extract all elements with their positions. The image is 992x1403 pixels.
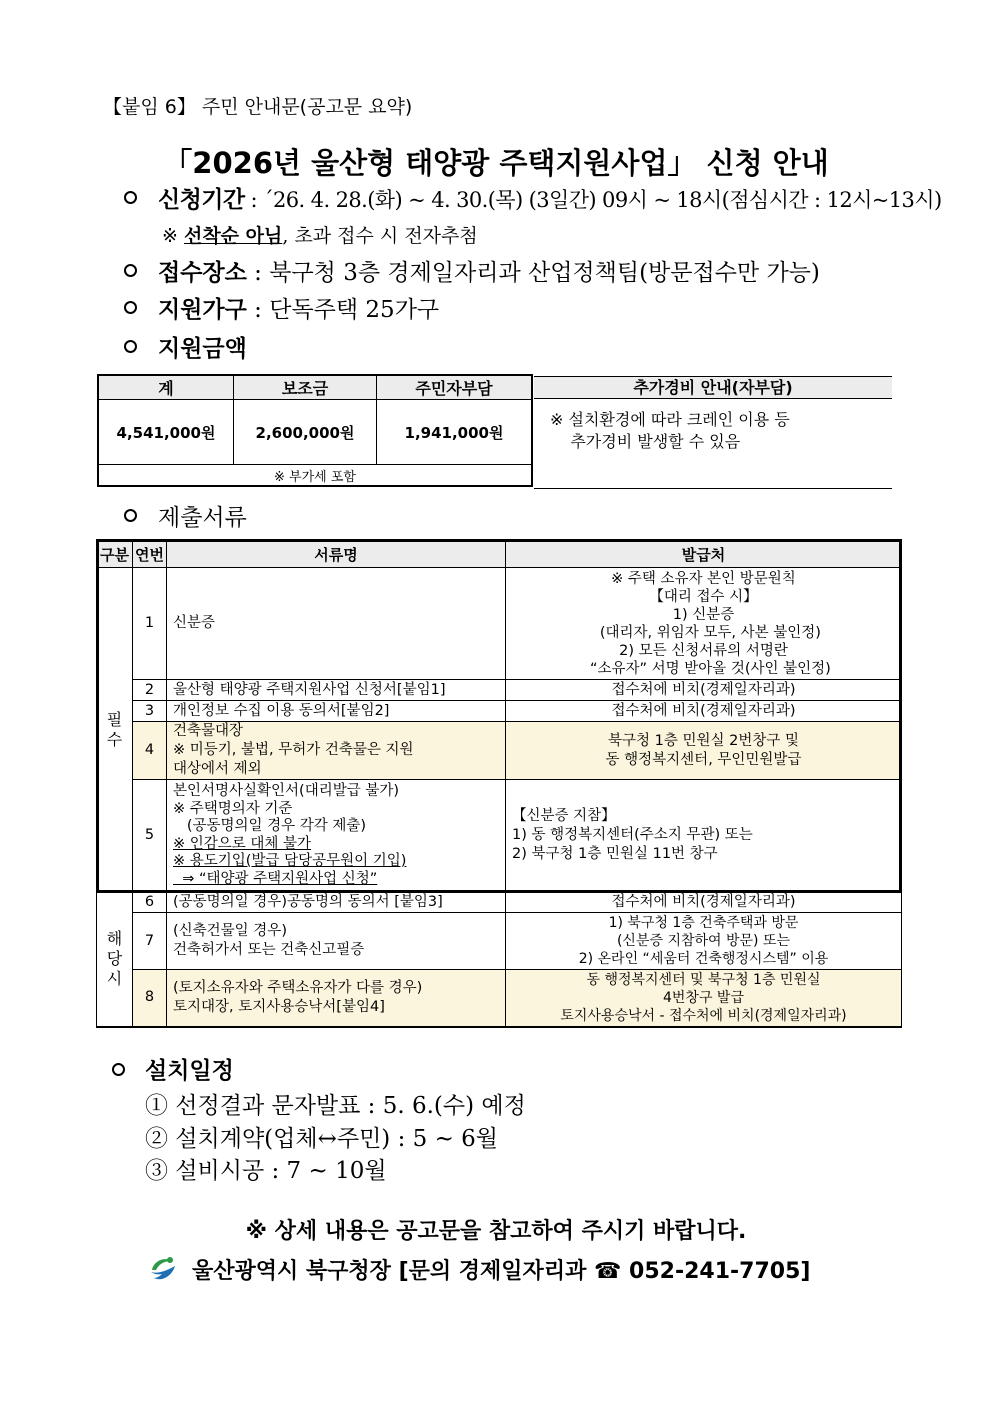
- place-value: : 북구청 3층 경제일자리과 산업정책팀(방문접수만 가능): [246, 260, 820, 286]
- table-row: [97, 568, 902, 680]
- period-note-rest: , 초과 접수 시 전자추첨: [282, 225, 478, 247]
- bullet-households: [124, 301, 137, 314]
- docs-issuer-1-text: ※ 주택 소유자 본인 방문원칙 【대리 접수 시】 1) 신분증 (대리자, 위임자 모두, 사본 불인정) 2) 모든 신청서류의 서명란 “소유자” 서명 받아올 것(사인 불인정): [589, 570, 831, 677]
- table-row: [97, 970, 902, 1027]
- docs-issuer: [506, 568, 902, 680]
- table-row: [97, 780, 902, 892]
- table-row: [97, 913, 902, 970]
- funding-value-total: 4,541,000원: [98, 400, 234, 465]
- docs-no: 7: [133, 913, 167, 970]
- docs-name: 울산형 태양광 주택지원사업 신청서[붙임1]: [167, 680, 506, 701]
- bullet-documents: [124, 509, 137, 522]
- funding-header-total: 계: [98, 375, 234, 400]
- extra-cost-header: 추가경비 안내(자부담): [534, 377, 892, 399]
- docs-header-no: 연번: [133, 542, 167, 568]
- funding-header-subsidy: 보조금: [234, 375, 377, 400]
- docs-no: 4: [133, 722, 167, 780]
- place-line: [158, 254, 820, 287]
- docs-name: 건축물대장 ※ 미등기, 불법, 무허가 건축물은 지원 대상에서 제외: [167, 722, 506, 780]
- table-row: [97, 892, 902, 913]
- docs-name-5-line-1: 본인서명사실확인서(대리발급 불가): [173, 783, 400, 799]
- households-value: : 단독주택 25가구: [246, 297, 440, 323]
- docs-issuer: 접수처에 비치(경제일자리과): [506, 892, 902, 913]
- docs-name-5-line-3: (공동명의일 경우 각각 제출): [173, 818, 367, 834]
- extra-cost-body: ※ 설치환경에 따라 크레인 이용 등 추가경비 발생할 수 있음: [550, 410, 790, 451]
- place-label: 접수장소: [158, 259, 247, 286]
- footer-contact: 울산광역시 북구청장 [문의 경제일자리과 ☎ 052-241-7705]: [192, 1259, 811, 1284]
- bukgu-logo-icon: [148, 1254, 178, 1284]
- docs-name: 신분증: [167, 568, 506, 680]
- funding-note: ※ 부가세 포함: [98, 465, 532, 487]
- docs-group-required: 필 수: [97, 568, 133, 892]
- bullet-place: [124, 264, 137, 277]
- schedule-item-2: ② 설치계약(업체↔주민) : 5 ~ 6월: [145, 1126, 499, 1152]
- amount-label: 지원금액: [158, 335, 247, 362]
- households-label: 지원가구: [158, 296, 247, 323]
- docs-name-5-line-5: ※ 용도기입(발급 담당공무원이 기입): [173, 853, 407, 869]
- period-line: [158, 181, 942, 214]
- docs-name-5-line-4: ※ 인감으로 대체 불가: [173, 835, 312, 852]
- docs-issuer: 【신분증 지참】 1) 동 행정복지센터(주소지 무관) 또는 2) 북구청 1층 민원실 11번 창구: [506, 780, 902, 892]
- funding-value-self: 1,941,000원: [377, 400, 533, 465]
- docs-no: 3: [133, 701, 167, 722]
- table-row: [97, 722, 902, 780]
- table-row: [97, 680, 902, 701]
- docs-header-name: 서류명: [167, 542, 506, 568]
- docs-no: 8: [133, 970, 167, 1027]
- schedule-label: [145, 1052, 234, 1085]
- period-value: : ´26. 4. 28.(화) ~ 4. 30.(목) (3일간) 09시 ~ 18시(점심시간 : 12시~13시): [244, 188, 942, 212]
- docs-name-5-line-2: ※ 주택명의자 기준: [173, 800, 293, 817]
- documents-label: 제출서류: [158, 505, 247, 531]
- docs-issuer: 접수처에 비치(경제일자리과): [506, 680, 902, 701]
- bullet-schedule: [112, 1063, 125, 1076]
- schedule-item-1: ① 선정결과 문자발표 : 5. 6.(수) 예정: [145, 1093, 526, 1119]
- docs-no: 1: [133, 568, 167, 680]
- docs-issuer: 동 행정복지센터 및 북구청 1층 민원실 4번창구 발급 토지사용승낙서 - 접수처에 비치(경제일자리과): [506, 970, 902, 1027]
- amount-line: [158, 330, 247, 363]
- schedule-item-3: ③ 설비시공 : 7 ~ 10월: [145, 1158, 387, 1184]
- docs-no: 5: [133, 780, 167, 892]
- funding-header-self: 주민자부담: [377, 375, 533, 400]
- funding-table: [97, 374, 533, 487]
- bullet-amount: [124, 340, 137, 353]
- docs-no: 6: [133, 892, 167, 913]
- docs-header-group: 구분: [97, 542, 133, 568]
- attachment-label: 【붙임 6】 주민 안내문(공고문 요약): [103, 96, 413, 118]
- period-note: [162, 221, 478, 248]
- period-label: 신청기간: [158, 186, 245, 213]
- bullet-period: [124, 191, 137, 204]
- table-row: [97, 701, 902, 722]
- docs-name: [167, 780, 506, 892]
- docs-issuer: 1) 북구청 1층 건축주택과 방문 (신분증 지참하여 방문) 또는 2) 온라인 “세움터 건축행정시스템” 이용: [506, 913, 902, 970]
- docs-name: (공동명의일 경우)공동명의 동의서 [붙임3]: [167, 892, 506, 913]
- extra-cost-box: [534, 376, 892, 489]
- docs-header-issuer: 발급처: [506, 542, 902, 568]
- docs-name-5-line-6: ⇒ “태양광 주택지원사업 신청”: [173, 870, 378, 887]
- funding-value-subsidy: 2,600,000원: [234, 400, 377, 465]
- docs-no: 2: [133, 680, 167, 701]
- footer-notice: ※ 상세 내용은 공고문을 참고하여 주시기 바랍니다.: [245, 1219, 747, 1244]
- documents-table: [96, 541, 902, 1028]
- period-note-underlined: 선착순 아님: [183, 225, 283, 247]
- docs-name: (토지소유자와 주택소유자가 다를 경우) 토지대장, 토지사용승낙서[붙임4]: [167, 970, 506, 1027]
- docs-group-applicable: 해 당 시: [97, 892, 133, 1027]
- schedule-label-text: 설치일정: [145, 1057, 234, 1084]
- period-note-mark: ※: [162, 225, 178, 247]
- docs-name: 개인정보 수집 이용 동의서[붙임2]: [167, 701, 506, 722]
- households-line: [158, 291, 439, 324]
- docs-name: (신축건물일 경우) 건축허가서 또는 건축신고필증: [167, 913, 506, 970]
- docs-issuer: 접수처에 비치(경제일자리과): [506, 701, 902, 722]
- docs-issuer: 북구청 1층 민원실 2번창구 및 동 행정복지센터, 무인민원발급: [506, 722, 902, 780]
- page-title: 「2026년 울산형 태양광 주택지원사업」 신청 안내: [163, 146, 829, 180]
